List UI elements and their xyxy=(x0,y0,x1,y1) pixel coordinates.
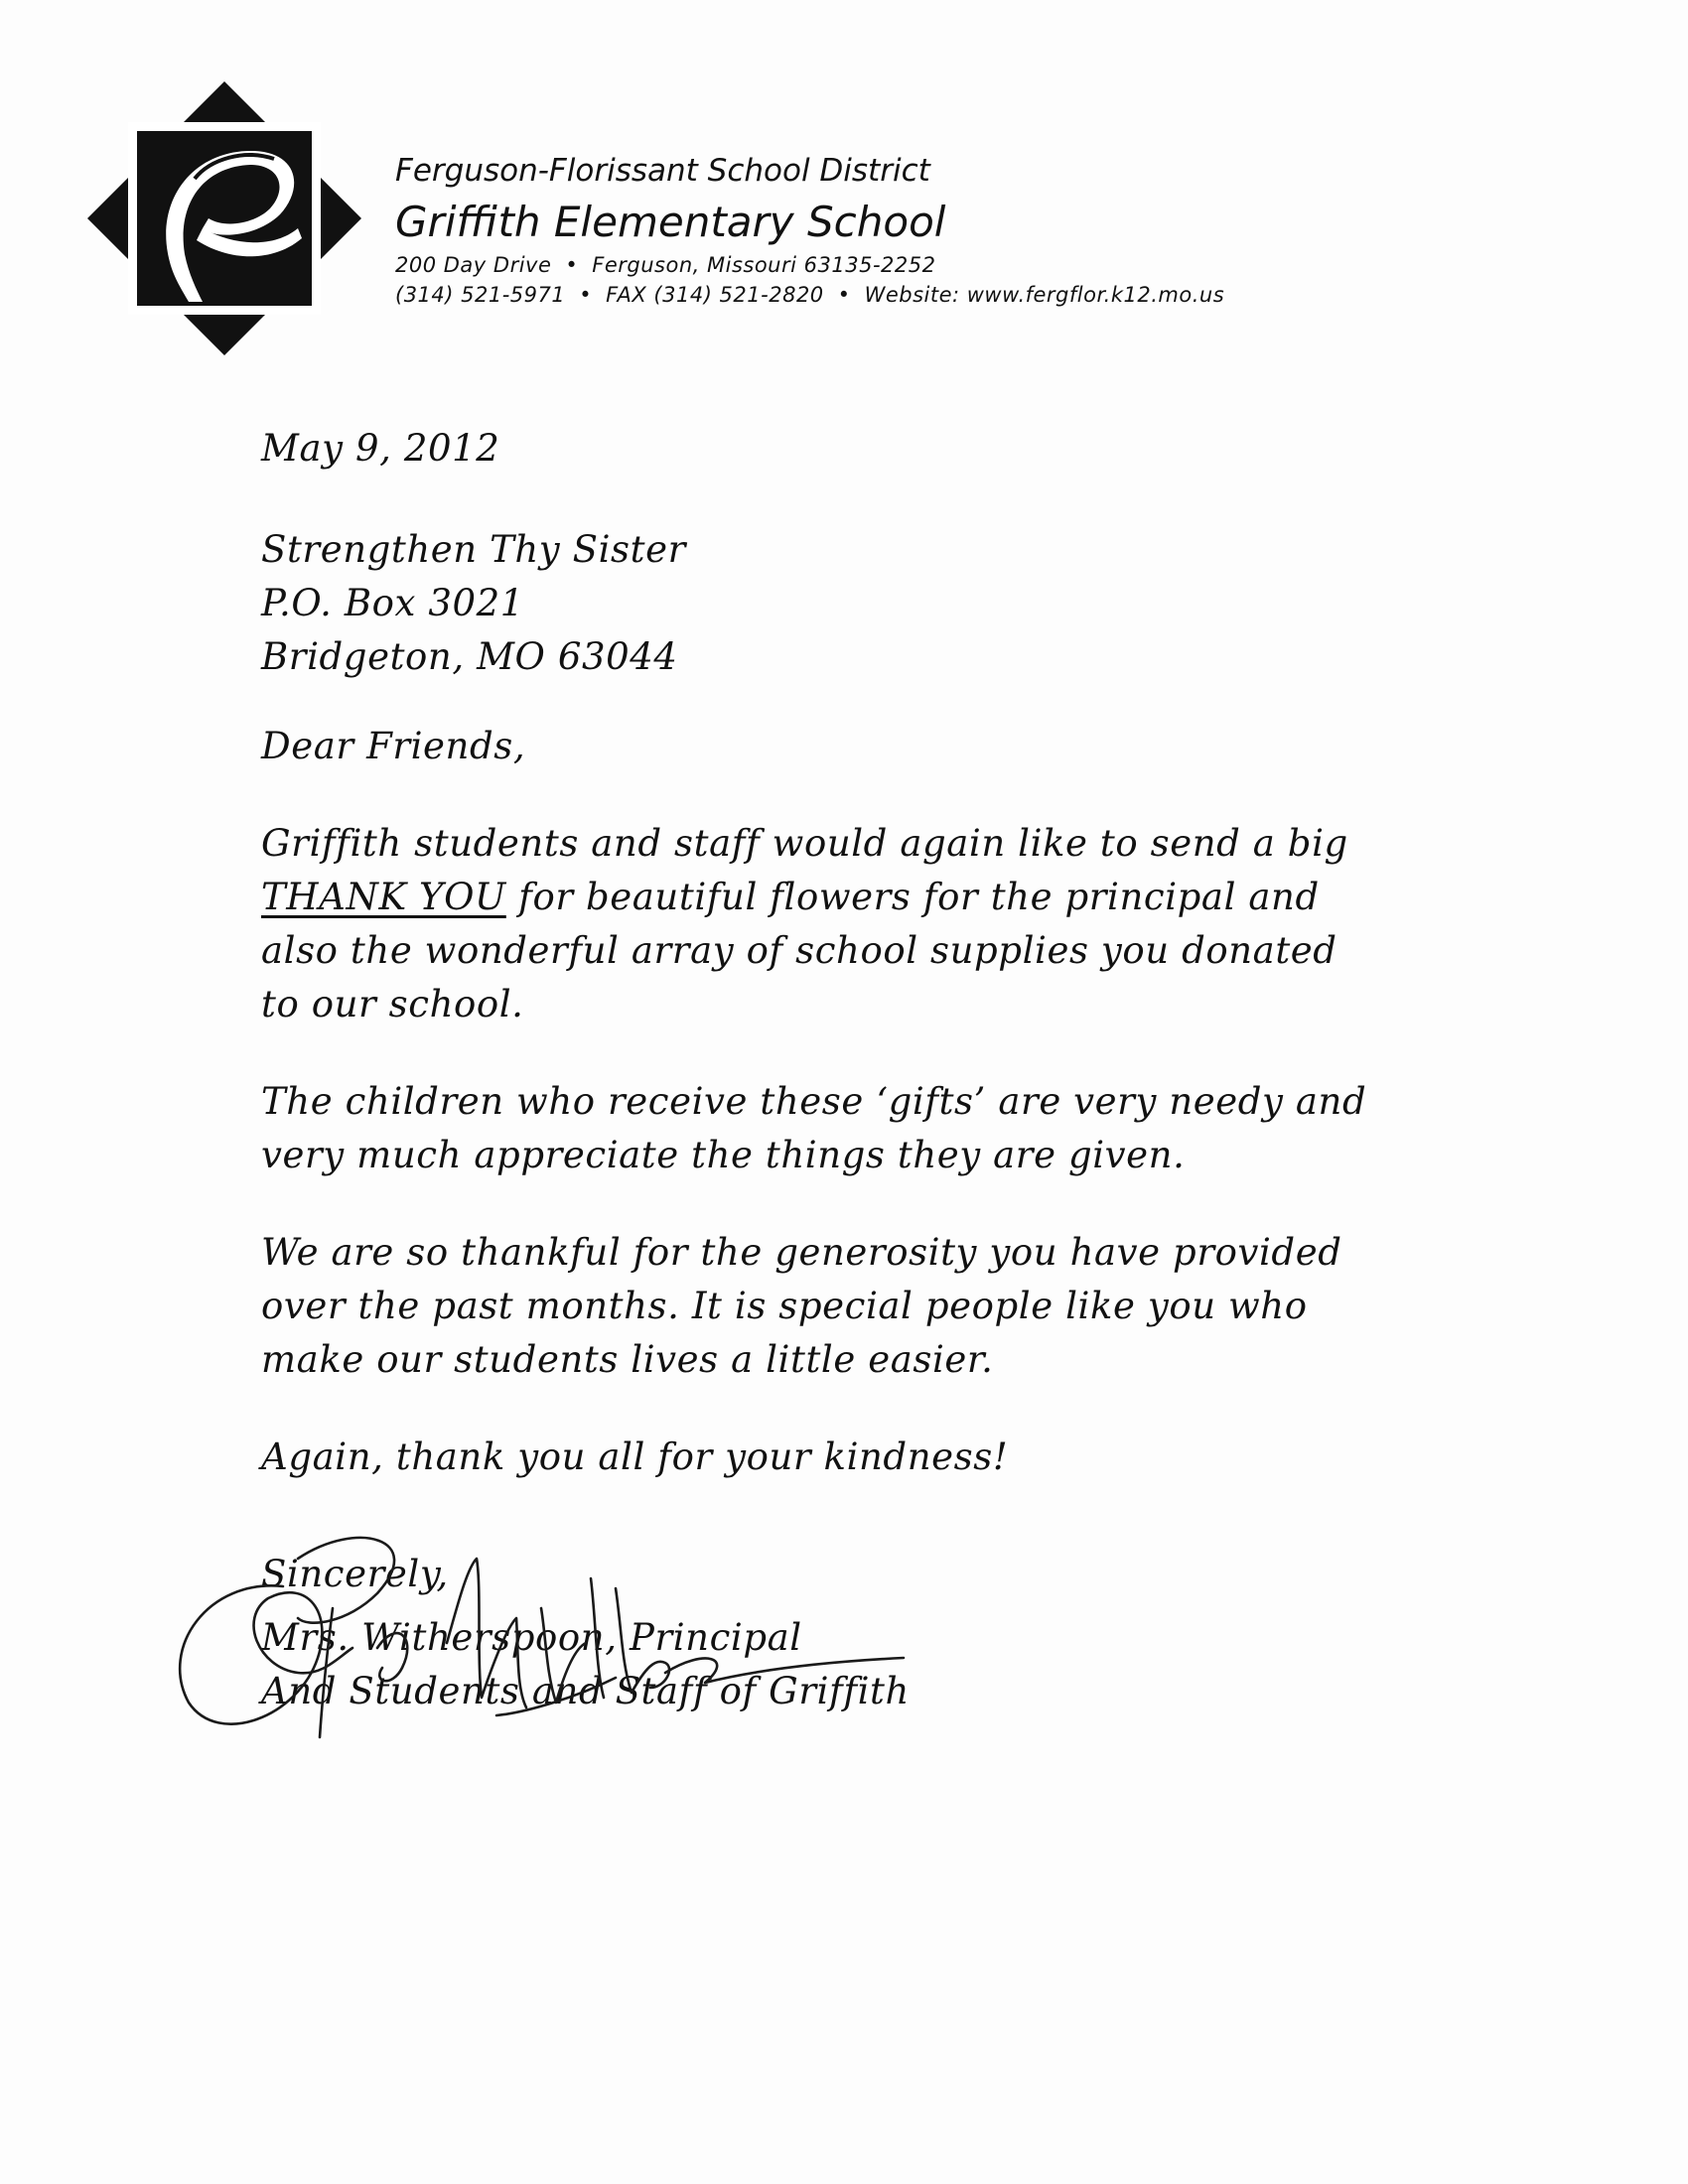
phone-number: (314) 521-5971 xyxy=(395,283,566,307)
school-address xyxy=(395,250,1388,280)
signer-group: And Students and Staff of Griffith xyxy=(261,1670,910,1712)
recipient-street: P.O. Box 3021 xyxy=(261,582,524,624)
paragraph-generosity xyxy=(261,1226,1453,1387)
recipient-city: Bridgeton, MO 63044 xyxy=(261,635,678,678)
separator-bullet: • xyxy=(579,283,593,307)
paragraph-line-rest: for beautiful flowers for the principal and xyxy=(505,876,1320,918)
letter-date: May 9, 2012 xyxy=(261,427,500,470)
paragraph-children xyxy=(261,1075,1453,1182)
address-city: Ferguson, Missouri 63135-2252 xyxy=(592,253,936,277)
separator-bullet: • xyxy=(837,283,851,307)
school-contact xyxy=(395,280,1388,310)
district-name: Ferguson-Florissant School District xyxy=(395,153,930,189)
paragraph-line: We are so thankful for the generosity you have provided xyxy=(261,1231,1342,1274)
paragraph-line: make our students lives a little easier. xyxy=(261,1338,994,1381)
signer-name: Mrs. Witherspoon, Principal xyxy=(261,1616,802,1659)
separator-bullet: • xyxy=(565,253,579,277)
address-street: 200 Day Drive xyxy=(395,253,552,277)
fax-number: FAX (314) 521-2820 xyxy=(606,283,824,307)
closing-line: Again, thank you all for your kindness! xyxy=(261,1435,1009,1478)
salutation: Dear Friends, xyxy=(261,725,526,767)
paragraph-line: The children who receive these ‘gifts’ are very needy and xyxy=(261,1080,1367,1123)
paragraph-thanks xyxy=(261,817,1453,1031)
sign-off: Sincerely, xyxy=(261,1553,449,1595)
paragraph-line: to our school. xyxy=(261,983,524,1025)
paragraph-line: over the past months. It is special people like you who xyxy=(261,1285,1308,1327)
letterhead xyxy=(395,151,1388,310)
recipient-address xyxy=(261,523,1453,684)
letter-body xyxy=(261,422,1453,1718)
paragraph-line: also the wonderful array of school supplies you donated xyxy=(261,929,1337,972)
website: Website: www.fergflor.k12.mo.us xyxy=(864,283,1225,307)
school-name: Griffith Elementary School xyxy=(395,198,946,246)
griffith-logo-icon xyxy=(85,79,363,357)
paragraph-line: Griffith students and staff would again like to send a big xyxy=(261,822,1348,865)
recipient-name: Strengthen Thy Sister xyxy=(261,528,686,571)
thank-you-emphasis: THANK YOU xyxy=(261,876,506,918)
paragraph-line: very much appreciate the things they are given. xyxy=(261,1134,1186,1176)
paragraph-line xyxy=(261,871,1453,924)
